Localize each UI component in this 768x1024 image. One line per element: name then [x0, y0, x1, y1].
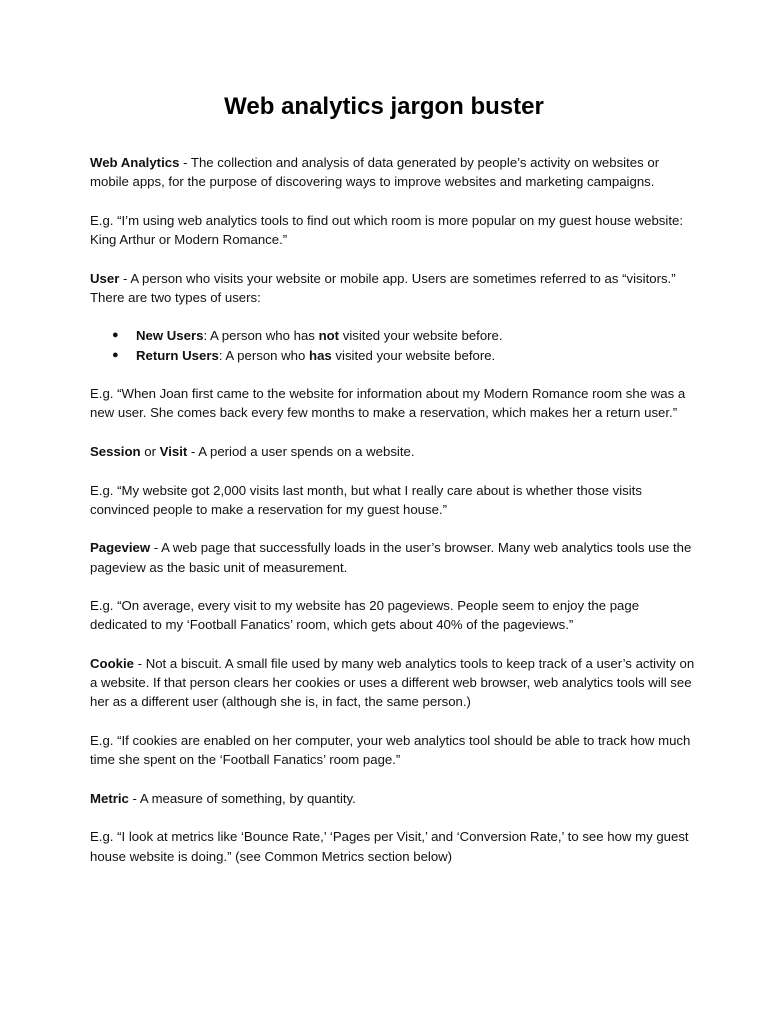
page-title: Web analytics jargon buster	[224, 93, 544, 120]
definition-user	[90, 269, 698, 307]
list-item-text: visited your website before.	[339, 328, 503, 344]
term-web-analytics: Web Analytics	[90, 155, 180, 170]
connector-text: or	[140, 443, 160, 459]
bullet-icon: ●	[112, 348, 119, 361]
bullet-icon: ●	[112, 329, 119, 342]
document-body	[90, 153, 698, 866]
list-item-text: visited your website before.	[331, 347, 496, 363]
definition-text: - A person who visits your website or mobile app. Users are sometimes referred to as “visitors.” There are two types of users:	[90, 270, 676, 305]
example-pageview: E.g. “On average, every visit to my website has 20 pageviews. People seem to enjoy the page dedicated to my ‘Football Fanatics’ room, which gets about 40% of the pageviews.”	[90, 598, 640, 633]
term-visit: Visit	[159, 443, 188, 459]
term-pageview: Pageview	[90, 540, 151, 556]
example-web-analytics: E.g. “I’m using web analytics tools to find out which room is more popular on my guest house website: King Arthur or Modern Romance.”	[90, 212, 683, 247]
definition-text: - A measure of something, by quantity.	[128, 790, 356, 806]
term-user: User	[90, 270, 120, 286]
definition-session	[90, 442, 698, 461]
term-cookie: Cookie	[90, 655, 134, 671]
example-user: E.g. “When Joan first came to the website for information about my Modern Romance room she was a new user. She comes back every few months to make a reservation, which makes her a return user.”	[90, 386, 686, 421]
definition-web-analytics	[90, 153, 698, 191]
definition-cookie	[90, 654, 698, 712]
emphasis: has	[309, 347, 332, 363]
list-item-text: : A person who has	[203, 328, 319, 344]
list-item	[90, 346, 698, 365]
term-session: Session	[90, 443, 141, 459]
definition-text: - A period a user spends on a website.	[187, 443, 415, 459]
user-types-list	[90, 326, 698, 364]
definition-pageview	[90, 538, 698, 576]
definition-text: - A web page that successfully loads in the user’s browser. Many web analytics tools use the pageview as the basic unit of measurement.	[90, 540, 692, 575]
definition-text: - Not a biscuit. A small file used by many web analytics tools to keep track of a user’s activity on a website. If that person clears her cookies or uses a different web browser, web analytics tools will see her as a different user (although she is, in fact, the same person.)	[90, 655, 695, 710]
definition-text: - The collection and analysis of data generated by people’s activity on websites or mobile apps, for the purpose of discovering ways to improve websites and marketing campaigns.	[90, 155, 660, 190]
term-new-users: New Users	[136, 328, 204, 344]
list-item-text: : A person who	[218, 347, 310, 363]
term-metric: Metric	[90, 790, 129, 806]
emphasis: not	[318, 328, 340, 344]
term-return-users: Return Users	[136, 347, 219, 363]
list-item	[90, 326, 698, 345]
definition-metric	[90, 789, 698, 808]
example-cookie: E.g. “If cookies are enabled on her computer, your web analytics tool should be able to track how much time she spent on the ‘Football Fanatics’ room page.”	[90, 732, 691, 768]
example-session: E.g. “My website got 2,000 visits last month, but what I really care about is whether those visits convinced people to make a reservation for my guest house.”	[90, 482, 642, 517]
example-metric: E.g. “I look at metrics like ‘Bounce Rate,’ ‘Pages per Visit,’ and ‘Conversion Rate,’ to see how my guest house website is doing.” (see Common Metrics section below)	[90, 829, 689, 864]
